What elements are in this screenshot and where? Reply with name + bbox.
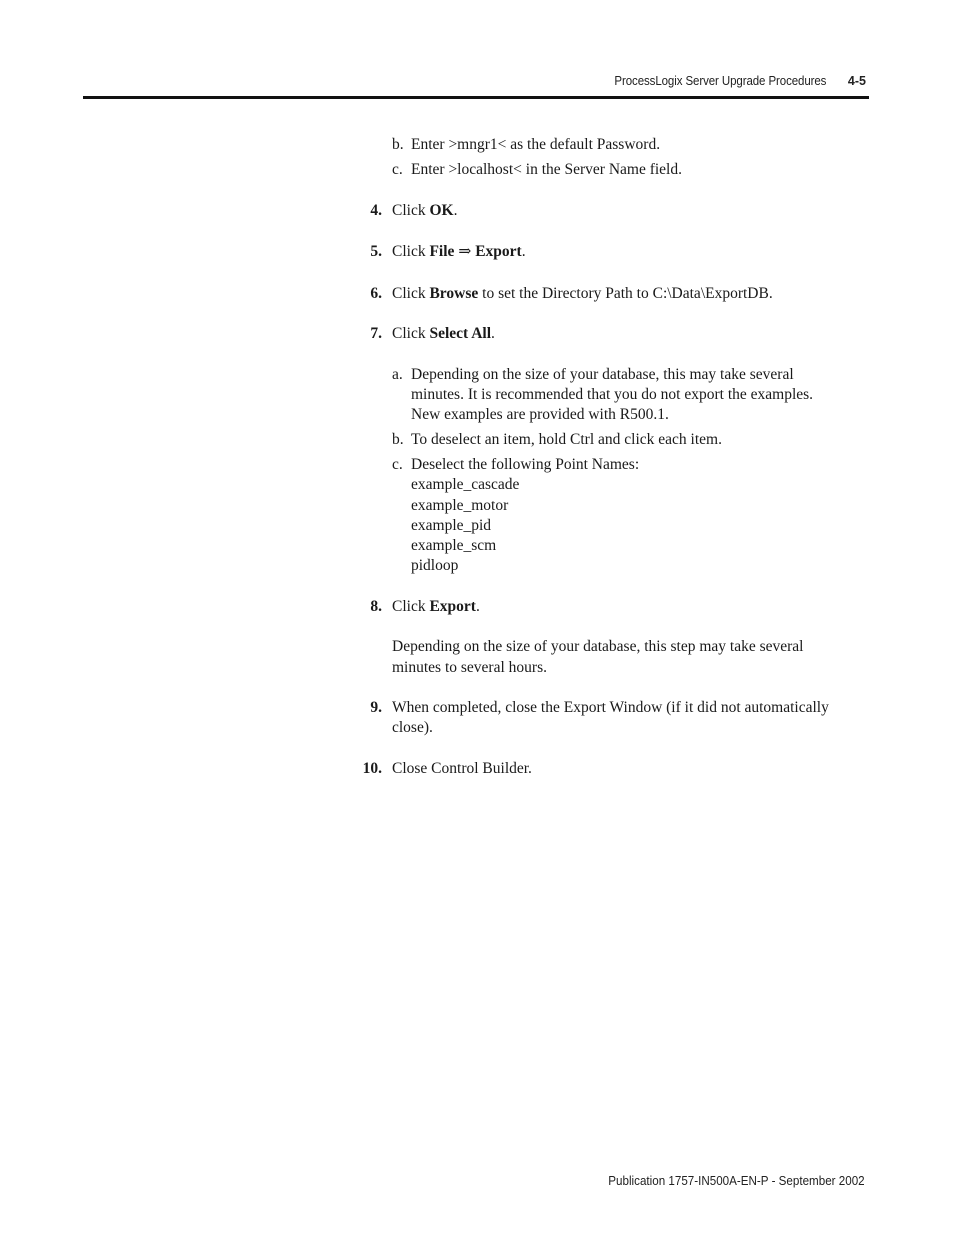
- step-7a-line-3: New examples are provided with R500.1.: [411, 406, 669, 423]
- step-7a-line-2: minutes. It is recommended that you do not export the examples.: [411, 386, 814, 403]
- step-8-text: Click Export.: [392, 598, 480, 615]
- step-8-number: 8.: [370, 598, 382, 615]
- step-5-text: Click File ⇒ Export.: [392, 243, 526, 260]
- step-4-number: 4.: [370, 202, 382, 219]
- step-7b-marker: b.: [392, 431, 404, 448]
- export-menu-label: Export: [475, 243, 522, 260]
- export-label: Export: [429, 598, 476, 615]
- step-7a-line-1: Depending on the size of your database, this may take several: [411, 366, 794, 383]
- substep-c-text: Enter >localhost< in the Server Name field.: [411, 161, 682, 178]
- step-7-text: Click Select All.: [392, 325, 495, 342]
- browse-label: Browse: [429, 285, 479, 302]
- page-number: 4-5: [847, 74, 866, 88]
- point-name: example_scm: [411, 537, 497, 554]
- substep-b-text: Enter >mngr1< as the default Password.: [411, 136, 661, 153]
- step-9-line-1: When completed, close the Export Window (if it did not automatically: [392, 699, 829, 716]
- step-9-line-2: close).: [392, 719, 433, 736]
- step-7c-marker: c.: [392, 456, 403, 473]
- step-4-text: Click OK.: [392, 202, 458, 219]
- step-7-number: 7.: [370, 325, 382, 342]
- point-name: example_motor: [411, 497, 509, 514]
- step-7a-marker: a.: [392, 366, 403, 383]
- point-name: example_pid: [411, 517, 492, 534]
- step-10-text: Close Control Builder.: [392, 760, 532, 777]
- file-menu-label: File: [429, 243, 455, 260]
- step-5-number: 5.: [370, 243, 382, 260]
- step-6-number: 6.: [370, 285, 382, 302]
- publication-footer: Publication 1757-IN500A-EN-P - September 2002: [608, 1174, 865, 1188]
- step-7c-text: Deselect the following Point Names:: [411, 456, 640, 473]
- step-8-note-line-2: minutes to several hours.: [392, 659, 547, 676]
- substep-c-marker: c.: [392, 161, 403, 178]
- header-rule: [83, 96, 869, 99]
- substep-b-marker: b.: [392, 136, 404, 153]
- step-6-text: Click Browse to set the Directory Path to C:\Data\ExportDB.: [392, 285, 773, 302]
- point-name: pidloop: [411, 557, 459, 574]
- ok-label: OK: [429, 202, 454, 219]
- step-10-number: 10.: [362, 760, 382, 777]
- step-8-note-line-1: Depending on the size of your database, this step may take several: [392, 638, 804, 655]
- menu-arrow-icon: ⇒: [458, 243, 472, 260]
- step-7b-text: To deselect an item, hold Ctrl and click each item.: [411, 431, 722, 448]
- point-name: example_cascade: [411, 476, 520, 493]
- select-all-label: Select All: [429, 325, 492, 342]
- step-9-number: 9.: [370, 699, 382, 716]
- running-header-title: ProcessLogix Server Upgrade Procedures: [614, 74, 826, 88]
